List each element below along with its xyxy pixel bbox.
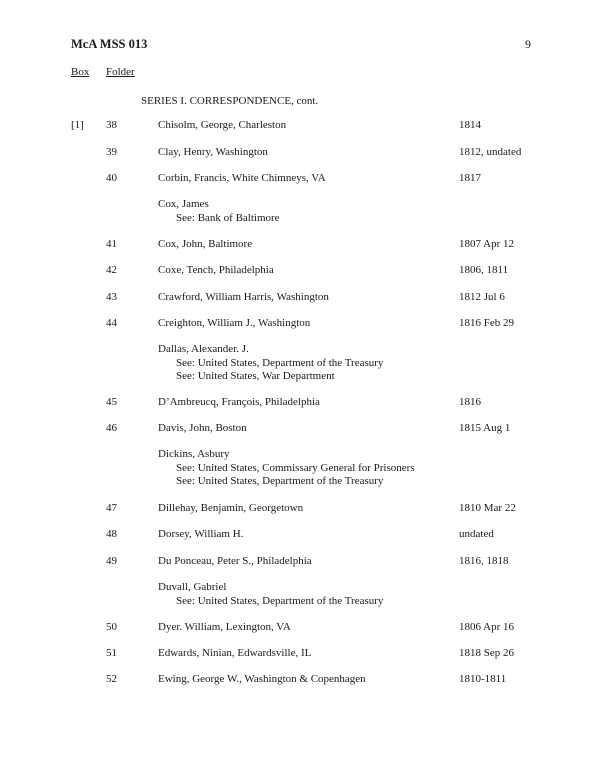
box-number: [1] bbox=[71, 119, 84, 131]
collection-title: McA MSS 013 bbox=[71, 37, 148, 51]
date: 1815 Aug 1 bbox=[459, 422, 511, 434]
series-heading: SERIES I. CORRESPONDENCE, cont. bbox=[141, 95, 319, 107]
table-row bbox=[0, 422, 600, 436]
folder-number: 50 bbox=[106, 621, 117, 633]
page-number: 9 bbox=[525, 37, 531, 51]
table-row bbox=[0, 528, 600, 542]
date: 1818 Sep 26 bbox=[459, 647, 514, 659]
folder-number: 45 bbox=[106, 396, 117, 408]
table-row bbox=[0, 647, 600, 661]
table-row bbox=[0, 621, 600, 635]
correspondent-name: Dillehay, Benjamin, Georgetown bbox=[158, 502, 304, 514]
see-reference: See: United States, Department of the Treasury bbox=[176, 594, 384, 607]
correspondent-name: Chisolm, George, Charleston bbox=[158, 119, 287, 131]
date: 1812 Jul 6 bbox=[459, 291, 505, 303]
table-row bbox=[0, 673, 600, 687]
date: 1806, 1811 bbox=[459, 264, 509, 276]
date: 1816, 1818 bbox=[459, 555, 509, 567]
see-reference: See: United States, Commissary General for Prisoners bbox=[176, 461, 415, 474]
cross-reference bbox=[158, 198, 280, 225]
folder-number: 48 bbox=[106, 528, 117, 540]
see-reference: See: United States, Department of the Treasury bbox=[176, 356, 384, 369]
folder-number: 46 bbox=[106, 422, 117, 434]
cross-reference bbox=[158, 448, 415, 489]
see-reference: See: United States, War Department bbox=[176, 370, 335, 382]
folder-number: 51 bbox=[106, 647, 117, 659]
date: 1814 bbox=[459, 119, 481, 131]
correspondent-name: Clay, Henry, Washington bbox=[158, 146, 268, 158]
folder-number: 41 bbox=[106, 238, 117, 250]
correspondent-name: D’Ambreucq, François, Philadelphia bbox=[158, 396, 320, 408]
table-row bbox=[0, 396, 600, 410]
folder-number: 39 bbox=[106, 146, 117, 158]
date: 1810-1811 bbox=[459, 673, 507, 685]
folder-number: 47 bbox=[106, 502, 117, 514]
table-row bbox=[0, 555, 600, 569]
see-reference: See: Bank of Baltimore bbox=[176, 211, 280, 224]
correspondent-name: Dorsey, William H. bbox=[158, 528, 244, 540]
correspondent-name: Dickins, Asbury bbox=[158, 448, 230, 460]
column-header-folder: Folder bbox=[106, 66, 135, 78]
correspondent-name: Cox, James bbox=[158, 198, 209, 210]
date: 1816 bbox=[459, 396, 481, 408]
folder-number: 40 bbox=[106, 172, 117, 184]
date: 1817 bbox=[459, 172, 481, 184]
correspondent-name: Cox, John, Baltimore bbox=[158, 238, 253, 250]
date: 1816 Feb 29 bbox=[459, 317, 514, 329]
correspondent-name: Ewing, George W., Washington & Copenhagen bbox=[158, 673, 366, 685]
correspondent-name: Davis, John, Boston bbox=[158, 422, 247, 434]
folder-number: 52 bbox=[106, 673, 117, 685]
column-header-box: Box bbox=[71, 66, 90, 78]
correspondent-name: Duvall, Gabriel bbox=[158, 581, 227, 593]
folder-number: 38 bbox=[106, 119, 117, 131]
correspondent-name: Dyer. William, Lexington, VA bbox=[158, 621, 291, 633]
table-row bbox=[0, 502, 600, 516]
table-row bbox=[0, 317, 600, 331]
date: undated bbox=[459, 528, 494, 540]
folder-number: 44 bbox=[106, 317, 117, 329]
date: 1807 Apr 12 bbox=[459, 238, 514, 250]
table-row bbox=[0, 238, 600, 252]
date: 1806 Apr 16 bbox=[459, 621, 514, 633]
correspondent-name: Edwards, Ninian, Edwardsville, IL bbox=[158, 647, 312, 659]
table-row bbox=[0, 146, 600, 160]
cross-reference bbox=[158, 343, 383, 384]
cross-reference bbox=[158, 581, 383, 608]
correspondent-name: Creighton, William J., Washington bbox=[158, 317, 311, 329]
correspondent-name: Dallas, Alexander. J. bbox=[158, 343, 249, 355]
table-row bbox=[0, 264, 600, 278]
correspondent-name: Crawford, William Harris, Washington bbox=[158, 291, 329, 303]
table-row bbox=[0, 119, 600, 133]
folder-number: 42 bbox=[106, 264, 117, 276]
table-row bbox=[0, 291, 600, 305]
correspondent-name: Du Ponceau, Peter S., Philadelphia bbox=[158, 555, 312, 567]
see-reference: See: United States, Department of the Treasury bbox=[176, 475, 384, 487]
date: 1812, undated bbox=[459, 146, 522, 158]
folder-number: 49 bbox=[106, 555, 117, 567]
date: 1810 Mar 22 bbox=[459, 502, 516, 514]
correspondent-name: Coxe, Tench, Philadelphia bbox=[158, 264, 274, 276]
table-row bbox=[0, 172, 600, 186]
folder-number: 43 bbox=[106, 291, 117, 303]
correspondent-name: Corbin, Francis, White Chimneys, VA bbox=[158, 172, 326, 184]
